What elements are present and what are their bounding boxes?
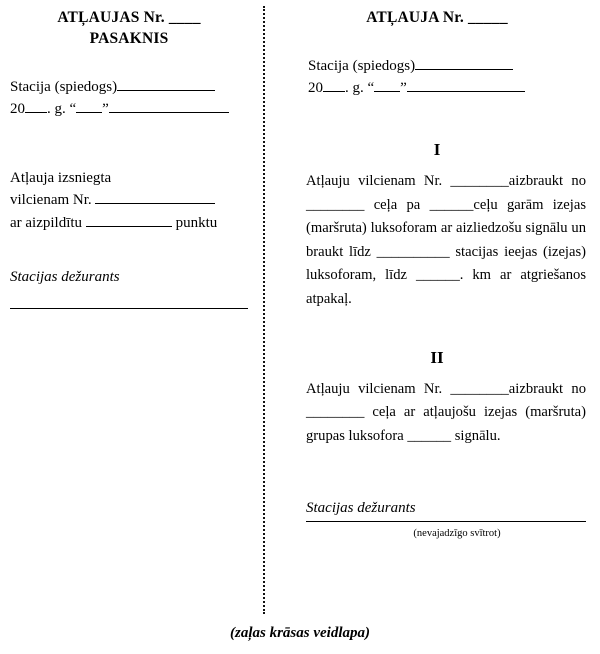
left-signature-block (10, 268, 248, 309)
right-date-quote: ” (400, 80, 407, 97)
right-signature-block (288, 499, 586, 522)
right-title: ATĻAUJA Nr. _____ (366, 9, 508, 26)
right-date-row (288, 77, 586, 100)
right-date-prefix: 20 (308, 80, 323, 97)
left-day-blank[interactable] (76, 112, 102, 113)
right-station-row (288, 55, 586, 78)
left-signature-label: Stacijas dežurants (10, 269, 120, 286)
section-one-text: Atļauju vilcienam Nr. ________aizbraukt no ________ ceļa pa ______ceļu garām izejas (maršruta) luksoforam ar aizliedzošu signālu un braukt līdz __________ stacijas ieejas (izejas) luksoforam, līdz ______. km ar atgriešanos atpakaļ. (306, 172, 586, 308)
section-two-heading: II (430, 347, 444, 367)
left-point-blank[interactable] (86, 226, 172, 227)
left-year-blank[interactable] (25, 112, 47, 113)
left-title (10, 8, 248, 50)
left-month-blank[interactable] (109, 112, 229, 113)
left-permit-line2 (10, 189, 248, 212)
left-date-prefix: 20 (10, 101, 25, 118)
right-station-label: Stacija (spiedogs) (308, 57, 416, 74)
left-date-row (10, 98, 248, 121)
right-day-blank[interactable] (374, 91, 400, 92)
left-title-line2: PASAKNIS (89, 29, 169, 47)
left-station-row (10, 76, 248, 99)
right-column-permit (276, 0, 600, 539)
left-permit-line1: Atļauja izsniegta (10, 169, 112, 186)
left-station-blank[interactable] (117, 90, 215, 91)
footer-note: (zaļas krāsas veidlapa) (230, 625, 370, 641)
left-permit-line3 (10, 212, 248, 235)
left-permit-line2-label: vilcienam Nr. (10, 192, 92, 209)
right-signature-rule[interactable] (306, 521, 586, 522)
left-date-mid: . g. “ (47, 101, 77, 118)
left-title-line1: ATĻAUJAS Nr. ____ (57, 9, 201, 26)
left-permit-line3-label: ar aizpildītu (10, 214, 83, 231)
right-year-blank[interactable] (323, 91, 345, 92)
left-station-label: Stacija (spiedogs) (10, 78, 118, 95)
right-month-blank[interactable] (407, 91, 525, 92)
right-note: (nevajadzīgo svītrot) (413, 527, 501, 539)
left-date-quote: ” (102, 101, 109, 118)
section-two-text: Atļauju vilcienam Nr. ________aizbraukt no ________ ceļa ar atļaujošu izejas (maršruta) grupas luksofora ______ signālu. (306, 380, 586, 445)
right-date-mid: . g. “ (345, 80, 375, 97)
right-station-blank[interactable] (415, 69, 513, 70)
left-train-number-blank[interactable] (95, 203, 215, 204)
left-column-stub (0, 0, 262, 309)
left-permit-line3-suffix: punktu (175, 214, 218, 231)
section-one-heading: I (433, 139, 441, 159)
left-signature-rule[interactable] (10, 308, 248, 309)
right-signature-label: Stacijas dežurants (306, 499, 416, 516)
vertical-dotted-divider (263, 6, 265, 614)
